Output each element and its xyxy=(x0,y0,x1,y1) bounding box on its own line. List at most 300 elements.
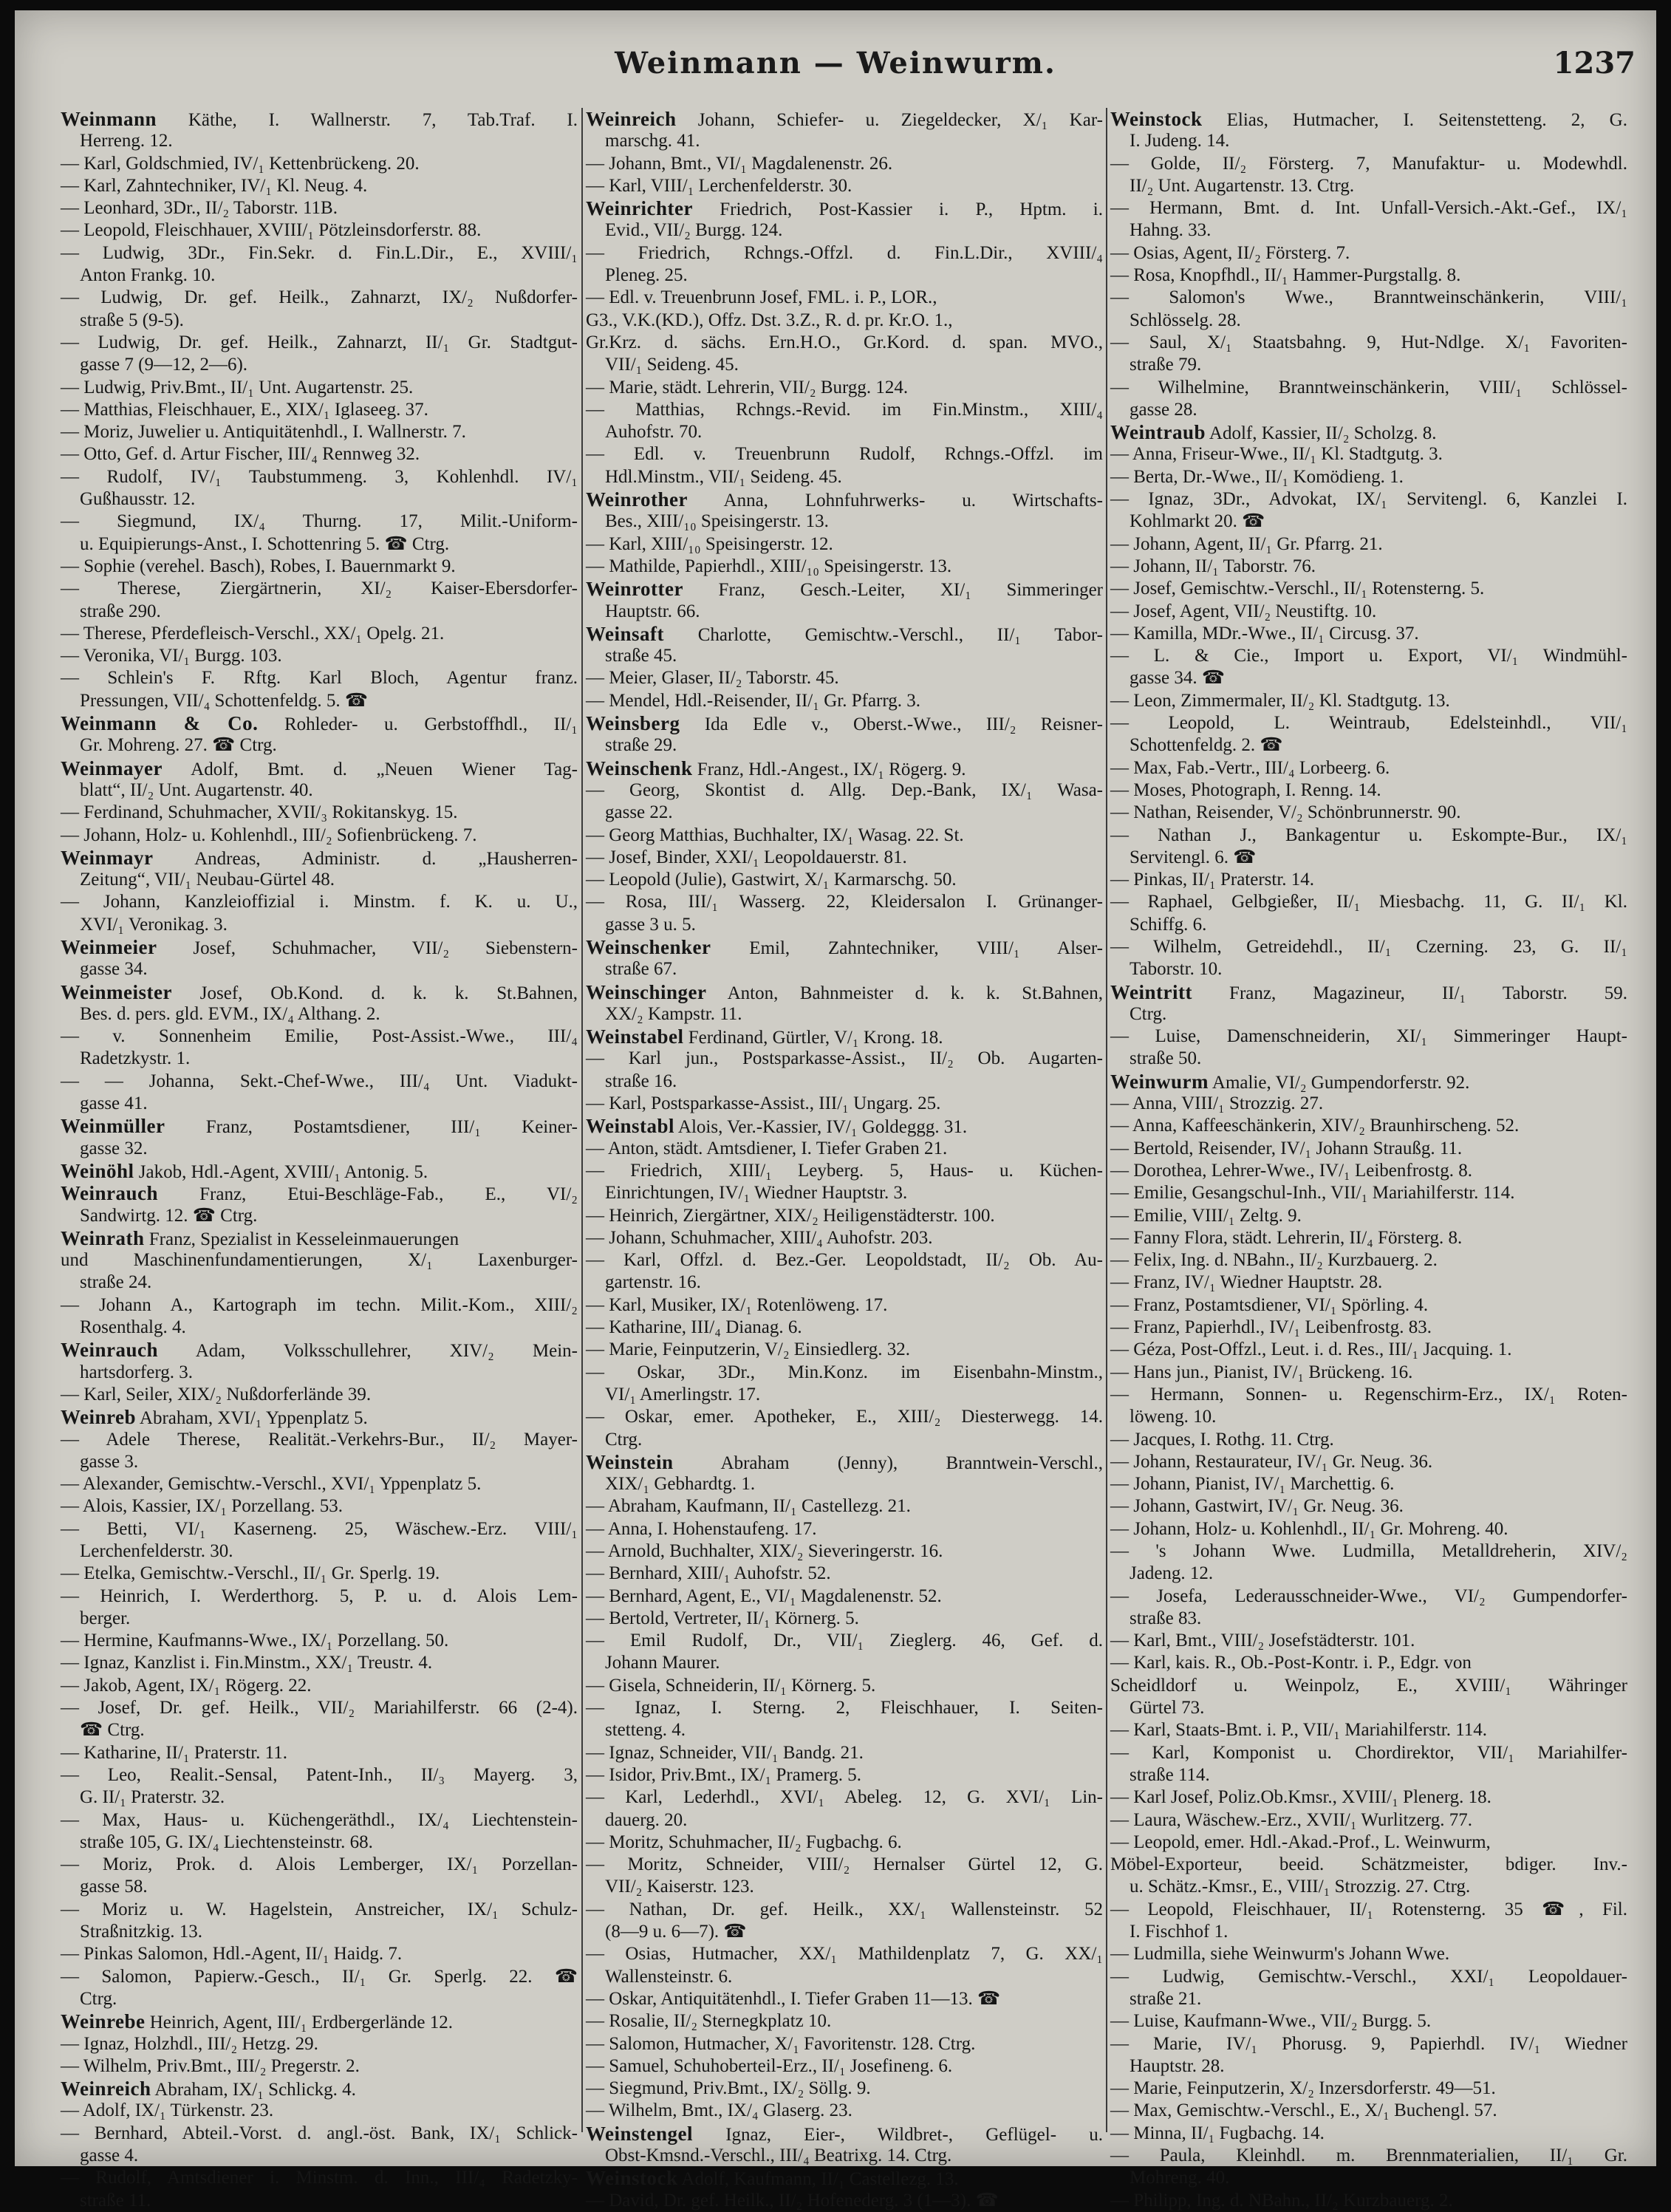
entry-line xyxy=(1110,1294,1627,1317)
entry-text: — Oskar, 3Dr., Min.Konz. im Eisenbahn-Minstm., xyxy=(586,1362,1103,1382)
entry-text: marschg. 41. xyxy=(605,131,700,151)
entry-text: gartenstr. 16. xyxy=(605,1272,701,1293)
entry-text: — Salomon, Hutmacher, X/₁ Favoritenstr. 128. Ctrg. xyxy=(586,2033,976,2054)
entry-text: — Emilie, VIII/₁ Zeltg. 9. xyxy=(1110,1205,1302,1226)
entry-line xyxy=(61,1630,578,1652)
entry-line xyxy=(61,1540,578,1563)
entry-text: — Franz, IV/₁ Wiedner Hauptstr. 28. xyxy=(1110,1272,1383,1293)
entry-text: gasse 3 u. 5. xyxy=(605,914,696,935)
surname-heading: Weinreich xyxy=(586,108,677,130)
surname-heading: Weinwurm xyxy=(1110,1070,1209,1093)
entry-line xyxy=(586,690,1103,712)
entry-text: Hahng. 33. xyxy=(1130,220,1212,241)
entry-text: — Karl, Zahntechniker, IV/₁ Kl. Neug. 4. xyxy=(61,175,368,196)
entry-line xyxy=(586,1832,1103,1854)
entry-line xyxy=(1110,914,1627,936)
entry-text: — Johann, Holz- u. Kohlenhdl., II/₁ Gr. Mohreng. 40. xyxy=(1110,1518,1508,1539)
entry-line xyxy=(61,264,578,287)
entry-line xyxy=(1110,734,1627,757)
entry-line xyxy=(1110,958,1627,980)
entry-text: II/₂ Unt. Augartenstr. 13. Ctrg. xyxy=(1130,175,1355,196)
entry-text: Wallensteinstr. 6. xyxy=(605,1966,733,1987)
entry-line xyxy=(586,891,1103,913)
entry-line xyxy=(61,1764,578,1786)
entry-line xyxy=(1110,1540,1627,1563)
entry-line xyxy=(61,421,578,443)
entry-line xyxy=(61,153,578,175)
entry-line xyxy=(1110,2010,1627,2032)
entry-line xyxy=(61,1429,578,1451)
entry-text: — Edl. v. Treuenbrunn Rudolf, Rchngs.-Offzl. im xyxy=(586,444,1103,465)
entry-line xyxy=(586,1249,1103,1271)
entry-line xyxy=(61,1988,578,2010)
entry-line xyxy=(1110,1809,1627,1832)
surname-entry-line xyxy=(586,1115,1103,1137)
entry-line xyxy=(61,891,578,913)
entry-text: und Maschinenfundamentierungen, X/₁ Laxenburger- xyxy=(61,1250,578,1271)
entry-text: — Abraham, Kaufmann, II/₁ Castellezg. 21. xyxy=(586,1496,911,1517)
entry-text: — Anton, städt. Amtsdiener, I. Tiefer Graben 21. xyxy=(586,1138,948,1158)
entry-line xyxy=(61,779,578,802)
entry-text: — Franz, Papierhdl., IV/₁ Leibenfrostg. 83. xyxy=(1110,1317,1432,1338)
entry-text: Elias, Hutmacher, I. Seitenstetteng. 2, G. xyxy=(1202,110,1627,130)
entry-text: — Marie, IV/₁ Phorusg. 9, Papierhdl. IV/₁ Wiedner xyxy=(1110,2033,1627,2054)
entry-text: — Johann, Restaurateur, IV/₁ Gr. Neug. 36. xyxy=(1110,1451,1433,1472)
entry-text: Andreas, Administr. d. „Hausherren- xyxy=(153,848,578,869)
entry-text: Anton, Bahnmeister d. k. k. St.Bahnen, xyxy=(706,983,1103,1003)
entry-text: — Betti, VI/₁ Kaserneng. 25, Wäschew.-Erz. VIII/₁ xyxy=(61,1518,578,1539)
entry-line xyxy=(61,2145,578,2167)
entry-text: gasse 34. xyxy=(80,959,148,980)
entry-line xyxy=(586,1182,1103,1204)
entry-line xyxy=(586,264,1103,287)
entry-text: — Marie, Feinputzerin, V/₂ Einsiedlerg. 32. xyxy=(586,1339,910,1360)
entry-line xyxy=(1110,1138,1627,1160)
entry-line xyxy=(61,488,578,511)
entry-line xyxy=(1110,287,1627,309)
entry-line xyxy=(586,802,1103,824)
surname-entry-line xyxy=(61,981,578,1003)
entry-line xyxy=(1110,1317,1627,1339)
entry-line xyxy=(1110,1652,1627,1674)
entry-line xyxy=(1110,1406,1627,1428)
entry-text: — Gisela, Schneiderin, II/₁ Körnerg. 5. xyxy=(586,1675,876,1696)
entry-text: — Johann, II/₁ Taborstr. 76. xyxy=(1110,556,1316,576)
entry-text: — Etelka, Gemischtw.-Verschl., II/₁ Gr. Sperlg. 19. xyxy=(61,1563,440,1584)
entry-text: — Friedrich, Rchngs.-Offzl. d. Fin.L.Dir., XVIII/₄ xyxy=(586,242,1103,263)
surname-entry-line xyxy=(586,712,1103,734)
surname-entry-line xyxy=(586,936,1103,958)
entry-text: — Wilhelm, Bmt., IX/₄ Glaserg. 23. xyxy=(586,2100,852,2121)
entry-line xyxy=(61,1876,578,1898)
surname-heading: Weinschenker xyxy=(586,935,711,958)
entry-line xyxy=(61,1138,578,1160)
entry-line xyxy=(1110,1384,1627,1406)
entry-text: — Ludwig, Dr. gef. Heilk., Zahnarzt, IX/₂ Nußdorfer- xyxy=(61,287,578,308)
surname-heading: Weinstengel xyxy=(586,2122,693,2145)
entry-text: straße 114. xyxy=(1130,1764,1210,1785)
entry-line xyxy=(586,1518,1103,1540)
entry-line xyxy=(586,511,1103,533)
entry-text: — Max, Haus- u. Küchengeräthdl., IX/₄ Liechtenstein- xyxy=(61,1809,578,1830)
entry-text: — Johann, Agent, II/₁ Gr. Pfarrg. 21. xyxy=(1110,533,1383,554)
entry-text: Josef, Ob.Kond. d. k. k. St.Bahnen, xyxy=(171,983,578,1003)
entry-line xyxy=(61,466,578,488)
entry-line xyxy=(1110,1271,1627,1294)
entry-text: Amalie, VI/₂ Gumpendorferstr. 92. xyxy=(1209,1072,1470,1093)
entry-line xyxy=(586,1003,1103,1025)
entry-text: — David, Dr. gef. Heilk., II/₂ Hofenederg. 3 (1—3). ☎ xyxy=(586,2190,999,2211)
entry-line xyxy=(586,734,1103,757)
entry-line xyxy=(586,421,1103,443)
entry-line xyxy=(1110,1719,1627,1741)
entry-text: hartsdorferg. 3. xyxy=(80,1362,193,1382)
surname-heading: Weinschinger xyxy=(586,980,707,1003)
entry-text: Rohleder- u. Gerbstoffhdl., II/₁ xyxy=(258,714,578,735)
entry-line xyxy=(61,130,578,152)
entry-line xyxy=(61,1317,578,1339)
entry-line xyxy=(61,667,578,689)
entry-text: Pressungen, VII/₄ Schottenfeldg. 5. ☎ xyxy=(80,690,369,711)
entry-line xyxy=(1110,242,1627,264)
entry-line xyxy=(1110,1608,1627,1630)
surname-entry-line xyxy=(586,757,1103,779)
entry-text: — Matthias, Rchngs.-Revid. im Fin.Minstm., XIII/₄ xyxy=(586,399,1103,420)
entry-line xyxy=(1110,1518,1627,1540)
entry-text: stetteng. 4. xyxy=(605,1720,686,1741)
entry-line xyxy=(1110,1227,1627,1249)
entry-text: — Paula, Kleinhdl. m. Brennmaterialien, II/₁ Gr. xyxy=(1110,2146,1627,2166)
entry-text: Hauptstr. 66. xyxy=(605,601,700,621)
entry-line xyxy=(586,958,1103,980)
entry-text: — Leo, Realit.-Sensal, Patent-Inh., II/₃ Mayerg. 3, xyxy=(61,1764,578,1785)
entry-text: — Anna, Friseur-Wwe., II/₁ Kl. Stadtgutg. 3. xyxy=(1110,444,1443,465)
entry-text: Ctrg. xyxy=(80,1988,117,2009)
surname-entry-line xyxy=(61,712,578,734)
entry-line xyxy=(586,354,1103,376)
entry-text: blatt“, II/₂ Unt. Augartenstr. 40. xyxy=(80,779,313,800)
entry-line xyxy=(586,2078,1103,2100)
entry-line xyxy=(586,1809,1103,1832)
entry-text: straße 79. xyxy=(1130,355,1202,375)
surname-entry-line xyxy=(586,578,1103,600)
entry-text: straße 21. xyxy=(1130,1988,1202,2009)
entry-text: u. Schätz.-Kmsr., E., VIII/₁ Strozzig. 27. Ctrg. xyxy=(1130,1877,1471,1897)
entry-line xyxy=(61,1093,578,1115)
entry-text: I. Judeng. 14. xyxy=(1130,131,1230,151)
entry-text: XVI/₁ Veronikag. 3. xyxy=(80,914,228,935)
entry-text: — Moses, Photograph, I. Renng. 14. xyxy=(1110,779,1381,800)
entry-line xyxy=(586,2055,1103,2078)
entry-line xyxy=(61,623,578,645)
entry-text: — Josef, Gemischtw.-Verschl., II/₁ Rotensterng. 5. xyxy=(1110,578,1485,599)
entry-text: Scheidldorf u. Weinpolz, E., XVIII/₁ Währinger xyxy=(1110,1675,1627,1696)
entry-text: — Anna, I. Hohenstaufeng. 17. xyxy=(586,1518,817,1539)
entry-text: — Ferdinand, Schuhmacher, XVII/₃ Rokitanskyg. 15. xyxy=(61,802,458,823)
surname-entry-line xyxy=(586,981,1103,1003)
entry-line xyxy=(1110,556,1627,578)
entry-line xyxy=(1110,1249,1627,1271)
entry-text: — Oskar, emer. Apotheker, E., XIII/₂ Diesterwegg. 14. xyxy=(586,1407,1103,1427)
entry-text: Franz, Hdl.-Angest., IX/₁ Rögerg. 9. xyxy=(692,759,966,779)
entry-line xyxy=(1110,847,1627,869)
entry-line xyxy=(1110,1495,1627,1518)
entry-text: — Nathan, Dr. gef. Heilk., XX/₁ Wallensteinstr. 52 xyxy=(586,1899,1103,1919)
entry-text: — Marie, Feinputzerin, X/₂ Inzersdorferstr. 49—51. xyxy=(1110,2078,1496,2099)
entry-text: berger. xyxy=(80,1608,131,1628)
surname-entry-line xyxy=(1110,108,1627,130)
surname-entry-line xyxy=(586,1451,1103,1473)
entry-text: — Ignaz, I. Sterng. 2, Fleischhauer, I. Seiten- xyxy=(586,1698,1103,1718)
entry-text: Rosenthalg. 4. xyxy=(80,1317,186,1338)
surname-heading: Weinrauch xyxy=(61,1339,159,1362)
entry-text: Emil, Zahntechniker, VIII/₁ Alser- xyxy=(711,938,1103,958)
entry-line xyxy=(1110,2145,1627,2167)
page-header xyxy=(15,46,1656,93)
entry-line xyxy=(586,443,1103,465)
entry-line xyxy=(586,1160,1103,1182)
entry-text: Friedrich, Post-Kassier i. P., Hptm. i. xyxy=(692,199,1103,220)
entry-line xyxy=(586,1786,1103,1809)
entry-text: — Ignaz, Holzhdl., III/₂ Hetzg. 29. xyxy=(61,2033,318,2054)
entry-text: — Alois, Kassier, IX/₁ Porzellang. 53. xyxy=(61,1496,343,1517)
entry-line xyxy=(586,533,1103,556)
entry-line xyxy=(1110,1025,1627,1048)
entry-line xyxy=(1110,175,1627,197)
entry-text: Hdl.Minstm., VII/₁ Seideng. 45. xyxy=(605,466,842,487)
entry-line xyxy=(586,287,1103,309)
entry-line xyxy=(1110,197,1627,219)
directory-column-2 xyxy=(586,108,1103,2211)
entry-line xyxy=(1110,1160,1627,1182)
entry-line xyxy=(61,601,578,623)
entry-line xyxy=(1110,667,1627,689)
entry-line xyxy=(61,2190,578,2212)
entry-text: Adam, Volksschullehrer, XIV/₂ Mein- xyxy=(158,1341,578,1362)
entry-line xyxy=(586,2100,1103,2122)
entry-text: Schottenfeldg. 2. ☎ xyxy=(1130,735,1283,756)
entry-text: — Franz, Postamtsdiener, VI/₁ Spörling. 4. xyxy=(1110,1294,1429,1315)
entry-text: löweng. 10. xyxy=(1130,1407,1217,1427)
entry-text: — Mathilde, Papierhdl., XIII/₁₀ Speisingerstr. 13. xyxy=(586,556,952,576)
entry-text: VII/₂ Kaiserstr. 123. xyxy=(605,1877,754,1897)
entry-line xyxy=(1110,578,1627,600)
surname-heading: Weinrebe xyxy=(61,2010,146,2033)
entry-text: — Bertold, Vertreter, II/₁ Körnerg. 5. xyxy=(586,1608,859,1628)
entry-line xyxy=(1110,690,1627,712)
entry-line xyxy=(1110,1048,1627,1070)
surname-entry-line xyxy=(61,847,578,869)
entry-line xyxy=(1110,466,1627,488)
surname-heading: Weinmann & Co. xyxy=(61,712,259,735)
surname-entry-line xyxy=(61,936,578,958)
entry-text: — Hermann, Bmt. d. Int. Unfall-Versich.-Akt.-Gef., IX/₁ xyxy=(1110,198,1627,219)
entry-line xyxy=(61,1742,578,1764)
entry-text: Taborstr. 10. xyxy=(1130,959,1223,980)
entry-line xyxy=(586,1630,1103,1652)
entry-text: — Arnold, Buchhalter, XIX/₂ Sieveringerstr. 16. xyxy=(586,1541,943,1561)
entry-line xyxy=(61,1899,578,1921)
entry-text: — Moriz u. W. Hagelstein, Anstreicher, IX/₁ Schulz- xyxy=(61,1899,578,1919)
entry-line xyxy=(586,556,1103,578)
entry-text: — Heinrich, I. Werderthorg. 5, P. u. d. Alois Lem- xyxy=(61,1585,578,1606)
entry-line xyxy=(586,1406,1103,1428)
entry-line xyxy=(1110,1451,1627,1473)
entry-line xyxy=(1110,869,1627,891)
entry-line xyxy=(1110,802,1627,824)
entry-text: gasse 41. xyxy=(80,1093,148,1114)
entry-text: G3., V.K.(KD.), Offz. Dst. 3.Z., R. d. pr. Kr.O. 1., xyxy=(586,310,953,330)
surname-entry-line xyxy=(586,108,1103,130)
entry-text: — Johann, Schuhmacher, XIII/₄ Auhofstr. 203. xyxy=(586,1227,933,1248)
entry-text: Franz, Gesch.-Leiter, XI/₁ Simmeringer xyxy=(683,580,1103,601)
entry-line xyxy=(1110,825,1627,847)
entry-line xyxy=(61,1921,578,1943)
entry-text: straße 50. xyxy=(1130,1048,1202,1069)
surname-heading: Weinstabel xyxy=(586,1025,684,1048)
entry-text: — Dorothea, Lehrer-Wwe., IV/₁ Leibenfrostg. 8. xyxy=(1110,1160,1472,1181)
entry-line xyxy=(1110,1093,1627,1115)
page-title: Weinmann — Weinwurm. xyxy=(615,46,1056,81)
entry-text: — Oskar, Antiquitätenhdl., I. Tiefer Graben 11—13. ☎ xyxy=(586,1988,1001,2009)
entry-text: — Moriz, Juwelier u. Antiquitätenhdl., I. Wallnerstr. 7. xyxy=(61,422,466,443)
entry-text: — Ignaz, Kanzlist i. Fin.Minstm., XX/₁ Treustr. 4. xyxy=(61,1653,433,1673)
column-divider xyxy=(1106,108,1107,2132)
surname-heading: Weinrother xyxy=(586,488,688,511)
surname-heading: Weinschenk xyxy=(586,757,693,779)
entry-text: — Karl jun., Postsparkasse-Assist., II/₂ Ob. Augarten- xyxy=(586,1048,1103,1069)
entry-text: ☎ Ctrg. xyxy=(80,1720,145,1741)
entry-text: — Leopold, L. Weintraub, Edelsteinhdl., VII/₁ xyxy=(1110,713,1627,734)
entry-line xyxy=(61,2100,578,2122)
surname-heading: Weinsaft xyxy=(586,622,665,645)
entry-text: Adolf, Kassier, II/₂ Scholzg. 8. xyxy=(1206,423,1437,444)
entry-line xyxy=(586,1540,1103,1563)
entry-line xyxy=(586,1339,1103,1361)
entry-text: — Johann, Bmt., VI/₁ Magdalenenstr. 26. xyxy=(586,153,893,174)
entry-text: straße 67. xyxy=(605,959,677,980)
entry-text: — v. Sonnenheim Emilie, Post-Assist.-Wwe., III/₄ xyxy=(61,1026,578,1047)
entry-line xyxy=(586,1585,1103,1608)
entry-text: — Therese, Ziergärtnerin, XI/₂ Kaiser-Ebersdorfer- xyxy=(61,578,578,599)
entry-text: Franz, Etui-Beschläge-Fab., E., VI/₂ xyxy=(158,1184,578,1205)
entry-line xyxy=(1110,623,1627,645)
entry-text: — Rudolf, IV/₁ Taubstummeng. 3, Kohlenhdl. IV/₁ xyxy=(61,466,578,487)
entry-line xyxy=(1110,601,1627,623)
entry-text: — — Johanna, Sekt.-Chef-Wwe., III/₄ Unt. Viadukt- xyxy=(61,1071,578,1091)
entry-line xyxy=(586,2033,1103,2055)
entry-line xyxy=(1110,1563,1627,1585)
entry-text: — Géza, Post-Offzl., Leut. i. d. Res., III/₁ Jacquing. 1. xyxy=(1110,1339,1512,1360)
entry-text: — Siegmund, Priv.Bmt., IX/₂ Söllg. 9. xyxy=(586,2078,871,2099)
entry-line xyxy=(586,1988,1103,2010)
entry-text: gasse 3. xyxy=(80,1451,139,1472)
surname-heading: Weinmayr xyxy=(61,846,154,869)
entry-line xyxy=(1110,1921,1627,1943)
entry-text: — 's Johann Wwe. Ludmilla, Metalldreherin, XIV/₂ xyxy=(1110,1541,1627,1561)
entry-line xyxy=(586,466,1103,488)
entry-line xyxy=(61,1451,578,1473)
entry-text: Heinrich, Agent, III/₁ Erdbergerlände 12. xyxy=(145,2013,453,2033)
entry-text: — Saul, X/₁ Staatsbahng. 9, Hut-Ndlge. X/₁ Favoriten- xyxy=(1110,332,1627,352)
entry-text: — Bertold, Reisender, IV/₁ Johann Straußg. 11. xyxy=(1110,1138,1463,1158)
entry-text: — Josefa, Lederausschneider-Wwe., VI/₂ Gumpendorfer- xyxy=(1110,1585,1627,1606)
entry-text: — Josef, Dr. gef. Heilk., VII/₂ Mariahilferstr. 66 (2-4). xyxy=(61,1698,578,1718)
entry-text: — Minna, II/₁ Fugbachg. 14. xyxy=(1110,2123,1325,2143)
entry-text: gasse 28. xyxy=(1130,399,1197,420)
entry-text: — L. & Cie., Import u. Export, VI/₁ Windmühl- xyxy=(1110,646,1627,666)
entry-text: — Felix, Ing. d. NBahn., II/₂ Kurzbauerg. 2. xyxy=(1110,1250,1438,1271)
entry-text: — Moritz, Schneider, VIII/₂ Hernalser Gürtel 12, G. xyxy=(586,1854,1103,1875)
entry-text: — Jakob, Agent, IX/₁ Rögerg. 22. xyxy=(61,1675,312,1696)
entry-line xyxy=(61,2123,578,2145)
entry-line xyxy=(61,734,578,757)
entry-text: — Raphael, Gelbgießer, II/₁ Miesbachg. 11, G. II/₁ Kl. xyxy=(1110,892,1627,912)
entry-line xyxy=(586,1362,1103,1384)
surname-entry-line xyxy=(61,1182,578,1204)
entry-line xyxy=(586,1071,1103,1093)
entry-line xyxy=(61,219,578,242)
entry-line xyxy=(586,153,1103,175)
entry-line xyxy=(586,601,1103,623)
surname-heading: Weinrotter xyxy=(586,578,683,601)
entry-text: — Karl, Goldschmied, IV/₁ Kettenbrückeng. 20. xyxy=(61,153,420,174)
entry-line xyxy=(586,914,1103,936)
entry-text: — Georg, Skontist d. Allg. Dep.-Bank, IX/₁ Wasa- xyxy=(586,779,1103,800)
entry-text: — Bernhard, Agent, E., VI/₁ Magdalenenstr. 52. xyxy=(586,1585,942,1606)
entry-line xyxy=(61,377,578,399)
entry-line xyxy=(1110,1473,1627,1495)
directory-column-3 xyxy=(1110,108,1627,2211)
entry-text: — Karl, Bmt., VIII/₂ Josefstädterstr. 101. xyxy=(1110,1631,1415,1651)
entry-line xyxy=(61,332,578,354)
entry-text: Lerchenfelderstr. 30. xyxy=(80,1541,233,1561)
entry-text: u. Equipierungs-Anst., I. Schottenring 5. ☎ Ctrg. xyxy=(80,533,450,554)
entry-text: Servitengl. 6. ☎ xyxy=(1130,847,1257,867)
entry-text: Auhofstr. 70. xyxy=(605,422,703,443)
entry-line xyxy=(1110,1876,1627,1898)
entry-text: — Josef, Agent, VII/₂ Neustiftg. 10. xyxy=(1110,601,1377,621)
entry-line xyxy=(586,1384,1103,1406)
entry-text: — Rosa, Knopfhdl., II/₁ Hammer-Purgstallg. 8. xyxy=(1110,265,1461,286)
entry-text: Hauptstr. 28. xyxy=(1130,2055,1225,2076)
page-number: 1237 xyxy=(1553,46,1636,81)
entry-text: — Katharine, III/₄ Dianag. 6. xyxy=(586,1317,802,1338)
surname-entry-line xyxy=(586,197,1103,219)
entry-text: Adolf, Kaufmann, II/₁ Castellezg. 13. xyxy=(677,2169,959,2190)
entry-line xyxy=(586,1742,1103,1764)
entry-line xyxy=(61,1071,578,1093)
surname-heading: Weinstabl xyxy=(586,1115,675,1138)
entry-text: — Karl, Seiler, XIX/₂ Nußdorferlände 39. xyxy=(61,1384,372,1404)
entry-text: — Emil Rudolf, Dr., VII/₁ Zieglerg. 46, Gef. d. xyxy=(586,1631,1103,1651)
entry-line xyxy=(586,1675,1103,1697)
entry-text: gasse 58. xyxy=(80,1877,148,1897)
entry-text: Ctrg. xyxy=(1130,1003,1167,1024)
entry-text: Charlotte, Gemischtw.-Verschl., II/₁ Tabor- xyxy=(664,624,1103,645)
entry-line xyxy=(61,1675,578,1697)
entry-line xyxy=(61,958,578,980)
entry-line xyxy=(61,2033,578,2055)
entry-text: Gürtel 73. xyxy=(1130,1698,1205,1718)
entry-text: — Karl, VIII/₁ Lerchenfelderstr. 30. xyxy=(586,175,852,196)
surname-entry-line xyxy=(586,1025,1103,1048)
entry-line xyxy=(586,2145,1103,2167)
surname-heading: Weinmayer xyxy=(61,757,163,779)
entry-text: — Karl, Postsparkasse-Assist., III/₁ Ungarg. 25. xyxy=(586,1093,941,1114)
entry-text: — Johann A., Kartograph im techn. Milit.-Kom., XIII/₂ xyxy=(61,1294,578,1315)
entry-line xyxy=(1110,1585,1627,1608)
